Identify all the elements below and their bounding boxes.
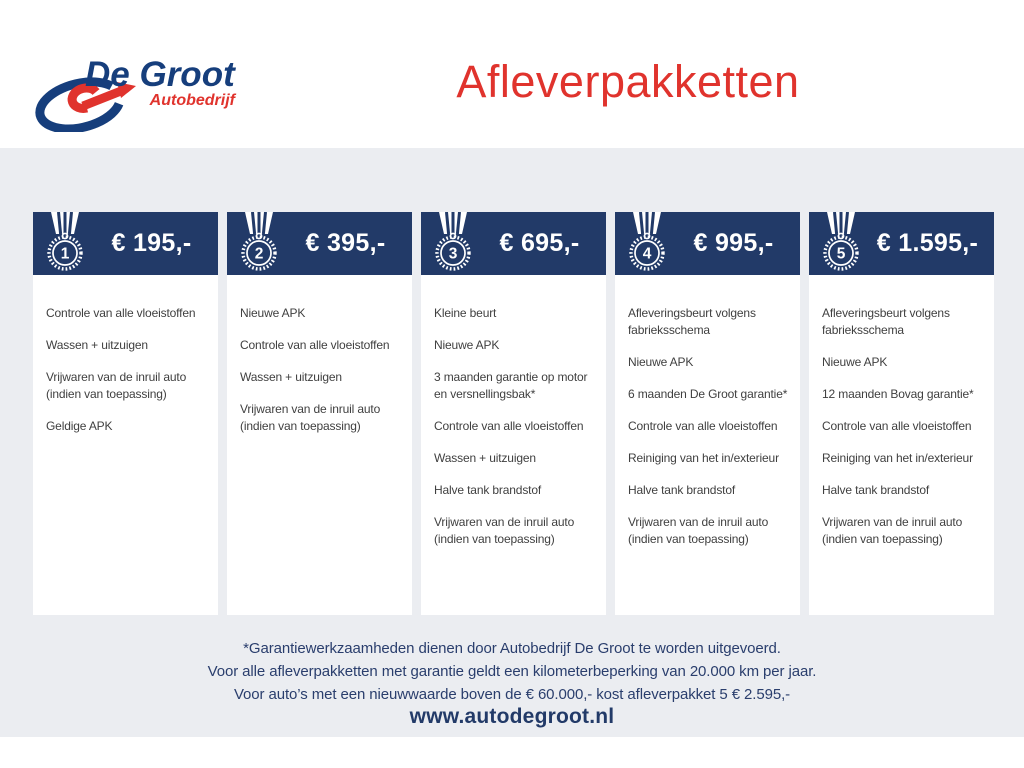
package-number: 5 [836, 245, 846, 263]
package-item: Wassen + uitzuigen [434, 451, 536, 465]
package-header [421, 212, 606, 275]
footnote-line: Voor alle afleverpakketten met garantie geldt een kilometerbeperking van 20.000 km per jaar. [207, 663, 817, 680]
package-item: Nieuwe APK [822, 355, 888, 369]
package-card [809, 212, 994, 615]
package-item: Geldige APK [46, 419, 113, 433]
package-card [227, 212, 412, 615]
logo-title: De Groot [85, 55, 235, 94]
package-item: 6 maanden De Groot garantie* [628, 387, 788, 401]
package-header [615, 212, 800, 275]
website-link[interactable]: www.autodegroot.nl [409, 705, 615, 728]
logo-subtitle: Autobedrijf [149, 92, 235, 109]
package-items [33, 275, 218, 615]
package-item: Controle van alle vloeistoffen [46, 306, 196, 320]
footnotes [0, 637, 1024, 706]
medal-icon [818, 212, 864, 273]
package-item: Afleveringsbeurt volgens fabrieksschema [822, 306, 950, 337]
package-item: Nieuwe APK [434, 338, 500, 352]
package-number: 4 [642, 245, 652, 263]
package-card [421, 212, 606, 615]
footnote-line: Voor auto’s met een nieuwwaarde boven de € 60.000,- kost afleverpakket 5 € 2.595,- [233, 686, 791, 703]
package-item: Kleine beurt [434, 306, 497, 320]
package-item: Controle van alle vloeistoffen [240, 338, 390, 352]
package-item: Nieuwe APK [240, 306, 306, 320]
medal-icon [430, 212, 476, 273]
package-price: € 395,- [305, 229, 386, 257]
package-item: Vrijwaren van de inruil auto (indien van toepassing) [434, 515, 575, 546]
package-price: € 995,- [693, 229, 774, 257]
package-item: Wassen + uitzuigen [240, 370, 342, 384]
medal-icon [42, 212, 88, 273]
package-price: € 695,- [499, 229, 580, 257]
package-item: Afleveringsbeurt volgens fabrieksschema [628, 306, 756, 337]
package-item: Wassen + uitzuigen [46, 338, 148, 352]
package-items [615, 275, 800, 615]
package-header [809, 212, 994, 275]
package-header [33, 212, 218, 275]
package-item: Vrijwaren van de inruil auto (indien van toepassing) [240, 402, 381, 433]
package-header [227, 212, 412, 275]
medal-icon [236, 212, 282, 273]
package-item: Vrijwaren van de inruil auto (indien van toepassing) [822, 515, 963, 546]
package-number: 3 [448, 245, 458, 263]
package-card [615, 212, 800, 615]
package-item: 12 maanden Bovag garantie* [822, 387, 974, 401]
package-item: Reiniging van het in/exterieur [822, 451, 973, 465]
package-item: 3 maanden garantie op motor en versnellingsbak* [434, 370, 588, 401]
package-card [33, 212, 218, 615]
package-items [227, 275, 412, 615]
footnote-line: *Garantiewerkzaamheden dienen door Autobedrijf De Groot te worden uitgevoerd. [243, 640, 781, 657]
medal-icon [624, 212, 670, 273]
package-price: € 1.595,- [876, 229, 979, 257]
package-price: € 195,- [111, 229, 192, 257]
package-item: Controle van alle vloeistoffen [628, 419, 778, 433]
package-item: Reiniging van het in/exterieur [628, 451, 779, 465]
package-item: Controle van alle vloeistoffen [434, 419, 584, 433]
package-items [421, 275, 606, 615]
package-item: Vrijwaren van de inruil auto (indien van toepassing) [628, 515, 769, 546]
package-number: 1 [60, 245, 70, 263]
package-item: Controle van alle vloeistoffen [822, 419, 972, 433]
package-item: Halve tank brandstof [628, 483, 736, 497]
package-number: 2 [254, 245, 264, 263]
package-item: Vrijwaren van de inruil auto (indien van toepassing) [46, 370, 187, 401]
package-item: Nieuwe APK [628, 355, 694, 369]
de-groot-logo [33, 44, 243, 132]
package-items [809, 275, 994, 615]
package-item: Halve tank brandstof [822, 483, 930, 497]
page-title: Afleverpakketten [456, 56, 800, 107]
package-item: Halve tank brandstof [434, 483, 542, 497]
packages-row [33, 212, 994, 615]
